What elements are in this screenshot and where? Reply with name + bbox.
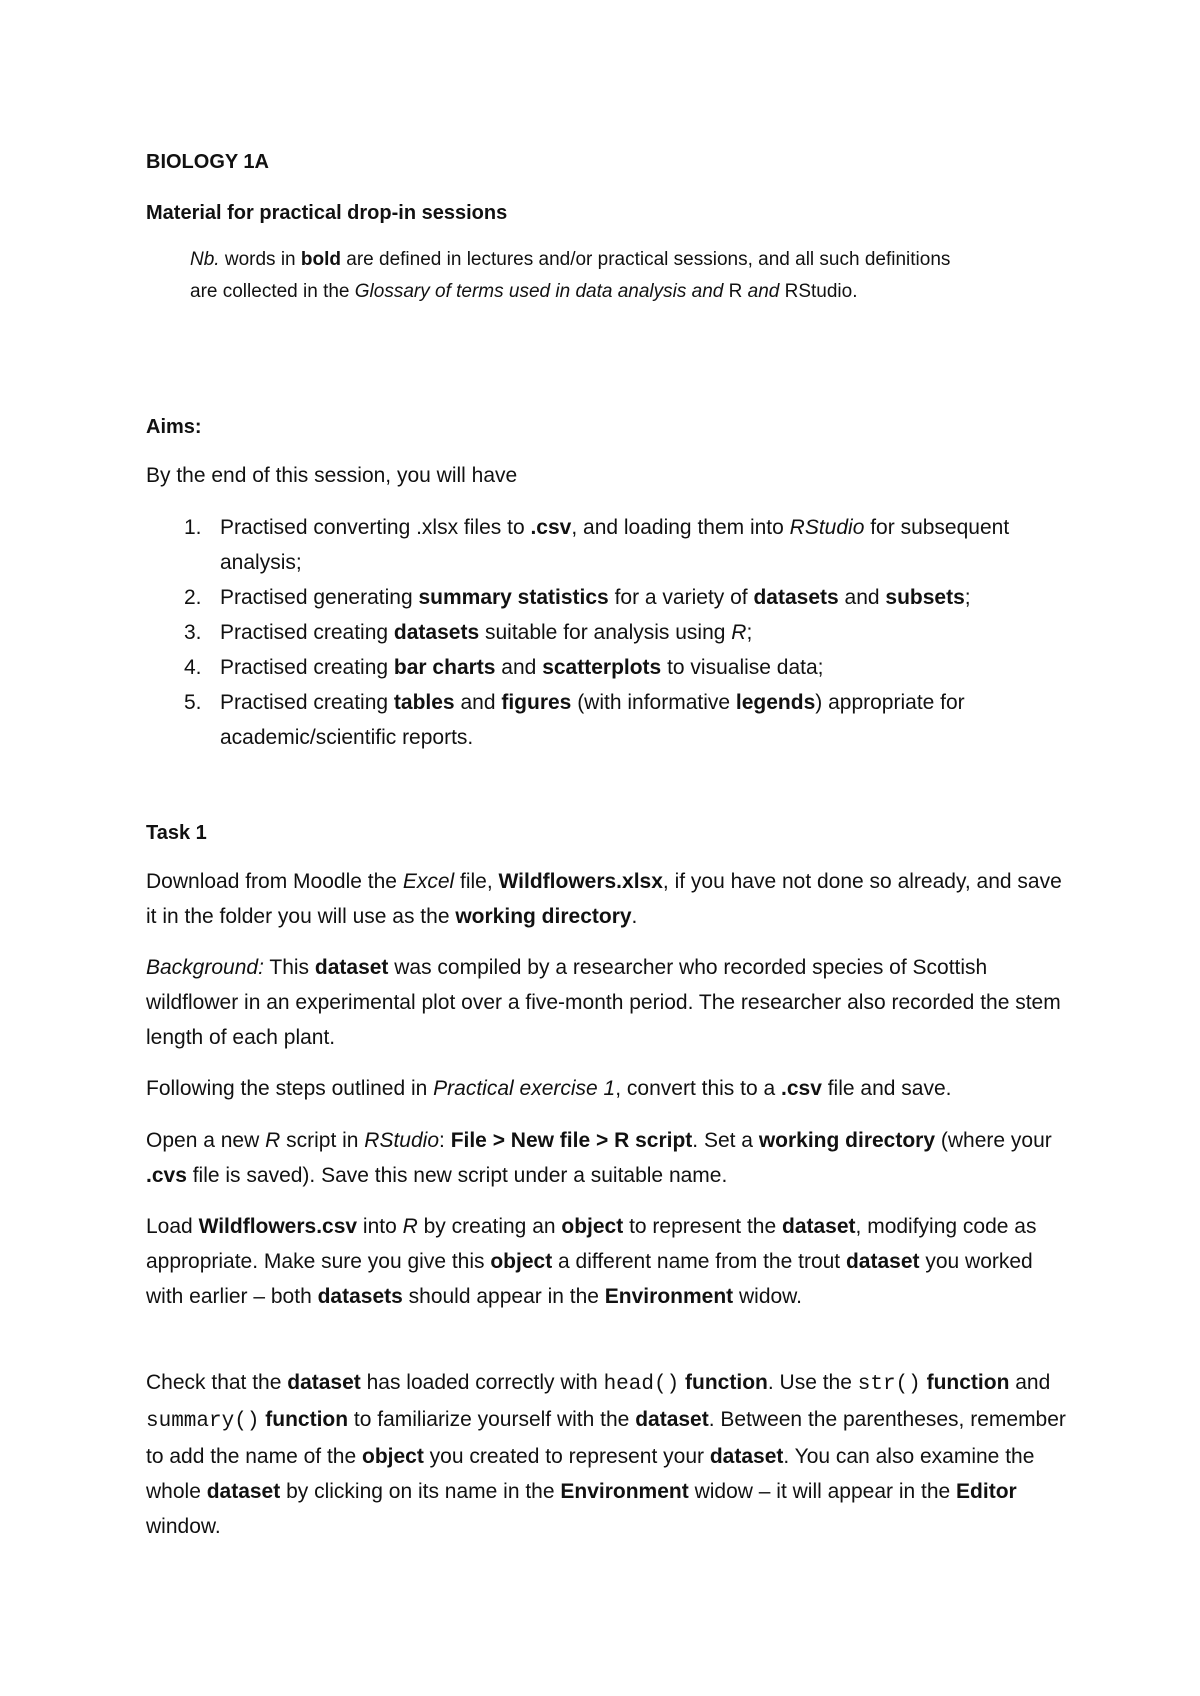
task1-paragraph-background: Background: This dataset was compiled by a researcher who recorded species of Scottish wildflower in an experimental plot over a five-month period. The researcher also recorded the stem length of each plant. (146, 956, 1061, 1049)
task1-paragraph-check: Check that the dataset has loaded correctly with head() function. Use the str() function and summary() function to familiarize yourself with the dataset. Between the parentheses, remember to add the name of the object you created to represent your dataset. You can also examine the whole dataset by clicking on its name in the Environment widow – it will appear in the Editor window. (146, 1371, 1066, 1538)
task1-paragraph-convert: Following the steps outlined in Practical exercise 1, convert this to a .csv file and save. (146, 1077, 952, 1100)
task1-paragraph-script: Open a new R script in RStudio: File > New file > R script. Set a working directory (where your .cvs file is saved). Save this new script under a suitable name. (146, 1129, 1052, 1187)
task1-heading: Task 1 (146, 822, 207, 844)
note-paragraph: Nb. words in bold are defined in lectures and/or practical sessions, and all such definitions are collected in the Glossary of terms used in data analysis and R and RStudio. (190, 249, 951, 302)
list-item: 4. Practised creating bar charts and scatterplots to visualise data; (184, 656, 824, 679)
document-subtitle: Material for practical drop-in sessions (146, 202, 508, 224)
task1-paragraph-download: Download from Moodle the Excel file, Wildflowers.xlsx, if you have not done so already, and save it in the folder you will use as the working directory. (146, 870, 1062, 928)
task1-paragraph-load: Load Wildflowers.csv into R by creating an object to represent the dataset, modifying code as appropriate. Make sure you give this object a different name from the trout dataset you worked with earlier – both datasets should appear in the Environment widow. (146, 1215, 1037, 1308)
list-item: 1. Practised converting .xlsx files to .csv, and loading them into RStudio for subsequent analysis; (184, 516, 1010, 574)
aims-list (146, 510, 1066, 755)
aims-intro: By the end of this session, you will have (146, 464, 518, 487)
list-item: 3. Practised creating datasets suitable for analysis using R; (184, 621, 753, 644)
course-title: BIOLOGY 1A (146, 151, 269, 173)
list-item: 5. Practised creating tables and figures (with informative legends) appropriate for academic/scientific reports. (184, 691, 965, 749)
list-item: 2. Practised generating summary statistics for a variety of datasets and subsets; (184, 586, 971, 609)
aims-heading: Aims: (146, 416, 202, 438)
